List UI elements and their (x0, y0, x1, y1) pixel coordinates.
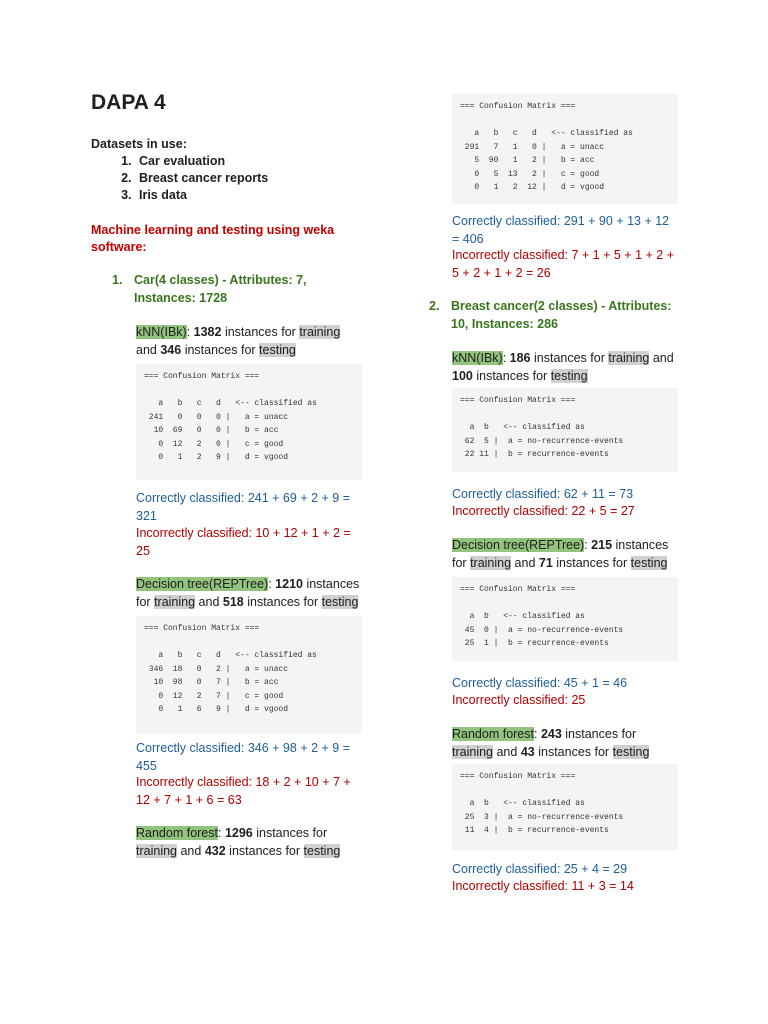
testing-word: testing (259, 342, 296, 357)
car-title-line2: Instances: 1728 (134, 290, 228, 305)
and-text: and (136, 342, 157, 357)
incorrectly-classified (452, 247, 674, 282)
correctly-classified: Correctly classified: 45 + 1 = 46 (452, 676, 628, 690)
and-text: and (180, 843, 202, 858)
and-text: and (514, 555, 536, 570)
breast-section-title (429, 298, 691, 333)
incorrect-line: 5 + 2 + 1 + 2 = 26 (452, 265, 551, 280)
datasets-intro (91, 136, 268, 204)
train-count: 243 (540, 727, 562, 741)
instances-for-text: instances for (184, 342, 256, 357)
instances-for-text: instances for (476, 368, 548, 383)
test-count: 71 (538, 555, 553, 570)
instances-for-text: instances for (538, 744, 610, 759)
algorithm-name: Random forest (136, 826, 218, 840)
ml-heading: Machine learning and testing using weka software: (91, 223, 335, 254)
train-count: 215 (591, 538, 613, 552)
incorrect-line: Incorrectly classified: 7 + 1 + 5 + 1 + 2 + (452, 248, 674, 262)
testing-word: testing (550, 368, 588, 383)
correct-line: Correctly classified: 241 + 69 + 2 + 9 = (136, 491, 351, 505)
correct-line: = 406 (452, 231, 484, 246)
correct-line: Correctly classified: 291 + 90 + 13 + 12 (452, 214, 670, 228)
correct-line: Correctly classified: 346 + 98 + 2 + 9 = (136, 741, 351, 755)
testing-word: testing (612, 744, 650, 759)
and-text: and (198, 594, 220, 609)
car-section-title (112, 272, 334, 307)
training-word: training (470, 555, 512, 570)
car-forest-description: Random forest: 1296 instances for training and 432 instances for testing (136, 826, 341, 858)
train-count: 186 (509, 351, 531, 365)
confusion-matrix (452, 388, 678, 472)
algorithm-name: Decision tree(REPTree) (452, 538, 585, 552)
testing-word: testing (321, 594, 359, 609)
incorrect-line: Incorrectly classified: 10 + 12 + 1 + 2 = (136, 526, 351, 540)
correctly-classified: Correctly classified: 62 + 11 = 73 (452, 487, 634, 501)
confusion-matrix-text: === Confusion Matrix === a b c d <-- classified as 291 7 1 0 | a = unacc 5 90 1 2 | b = acc 0 5 13 2 | c = good 0 1 2 12 | d = vgood (460, 102, 633, 192)
datasets-list (91, 153, 268, 204)
datasets-label: Datasets in use: (91, 137, 187, 151)
instances-for-text: instances for (534, 351, 605, 365)
test-count: 43 (520, 744, 535, 759)
correctly-classified (136, 490, 350, 525)
confusion-matrix (452, 577, 678, 661)
section-number: 1. (112, 273, 123, 287)
algorithm-name: Random forest (452, 727, 534, 741)
algorithm-name: kNN(IBk) (452, 351, 503, 365)
algorithm-name: Decision tree(REPTree) (136, 577, 269, 591)
instances-for-text: instances for (556, 555, 628, 570)
confusion-matrix (136, 364, 362, 480)
incorrectly-classified: Incorrectly classified: 22 + 5 = 27 (452, 504, 635, 518)
correctly-classified (452, 213, 669, 248)
instances-for-text: instances for (229, 843, 301, 858)
incorrectly-classified: Incorrectly classified: 25 (452, 693, 586, 707)
incorrect-line: 12 + 7 + 1 + 6 = 63 (136, 792, 242, 807)
instances-for-text: instances for (247, 594, 319, 609)
breast-title-line2: 10, Instances: 286 (451, 316, 559, 331)
confusion-matrix-text: === Confusion Matrix === a b c d <-- classified as 346 18 0 2 | a = unacc 10 98 0 7 | b = acc 0 12 2 7 | c = good 0 1 6 9 | d = vgood (144, 624, 317, 714)
train-count: 1296 (224, 826, 253, 840)
training-word: training (154, 594, 196, 609)
and-text: and (652, 351, 674, 365)
dataset-item: 2. Breast cancer reports (135, 170, 268, 187)
incorrectly-classified (136, 525, 351, 560)
test-count: 100 (452, 368, 473, 383)
dataset-item: 3. Iris data (135, 187, 268, 204)
test-count: 518 (222, 594, 244, 609)
and-text: and (496, 744, 518, 759)
confusion-matrix-text: === Confusion Matrix === a b <-- classified as 45 0 | a = no-recurrence-events 25 1 | b = recurrence-events (460, 585, 624, 648)
incorrect-line: 25 (136, 543, 150, 558)
car-knn-description: kNN(IBk): 1382 instances for training and 346 instances for testing (136, 325, 341, 357)
breast-tree-description: Decision tree(REPTree): 215 instances for training and 71 instances for testing (452, 538, 669, 570)
incorrectly-classified (136, 774, 351, 809)
train-count: 1382 (193, 325, 222, 339)
confusion-matrix (136, 616, 362, 734)
test-count: 432 (204, 843, 226, 858)
instances-for-text: instances for (224, 325, 296, 339)
car-tree-description: Decision tree(REPTree): 1210 instances for training and 518 instances for testing (136, 577, 360, 609)
correctly-classified: Correctly classified: 25 + 4 = 29 (452, 862, 628, 876)
algorithm-name: kNN(IBk) (136, 325, 187, 339)
section-number: 2. (429, 299, 440, 313)
correct-line: 455 (136, 758, 157, 773)
training-word: training (299, 325, 341, 339)
confusion-matrix (452, 94, 678, 204)
train-count: 1210 (275, 577, 303, 591)
training-word: training (452, 744, 493, 759)
instances-for-text: instances for (565, 727, 637, 741)
training-word: training (608, 351, 650, 365)
confusion-matrix-text: === Confusion Matrix === a b <-- classified as 25 3 | a = no-recurrence-events 11 4 | b = recurrence-events (460, 772, 624, 835)
breast-knn-description: kNN(IBk): 186 instances for training and 100 instances for testing (452, 351, 674, 383)
car-title-line1: Car(4 classes) - Attributes: 7, (134, 273, 307, 287)
confusion-matrix (452, 764, 678, 850)
incorrectly-classified: Incorrectly classified: 11 + 3 = 14 (452, 879, 634, 893)
breast-title-line1: Breast cancer(2 classes) - Attributes: (451, 299, 672, 313)
confusion-matrix-text: === Confusion Matrix === a b c d <-- classified as 241 0 0 0 | a = unacc 10 69 0 0 | b = acc 0 12 2 0 | c = good 0 1 2 9 | d = vgood (144, 372, 317, 462)
testing-word: testing (630, 555, 668, 570)
correct-line: 321 (136, 508, 157, 523)
incorrect-line: Incorrectly classified: 18 + 2 + 10 + 7 + (136, 775, 351, 789)
instances-for-text: instances for (256, 826, 328, 840)
page-title: DAPA 4 (91, 91, 166, 114)
training-word: training (136, 843, 177, 858)
test-count: 346 (160, 342, 182, 357)
confusion-matrix-text: === Confusion Matrix === a b <-- classified as 62 5 | a = no-recurrence-events 22 11 | b = recurrence-events (460, 396, 624, 459)
breast-forest-description: Random forest: 243 instances for training and 43 instances for testing (452, 727, 650, 759)
correctly-classified (136, 740, 350, 775)
dataset-item: 1. Car evaluation (135, 153, 268, 170)
testing-word: testing (303, 843, 341, 858)
